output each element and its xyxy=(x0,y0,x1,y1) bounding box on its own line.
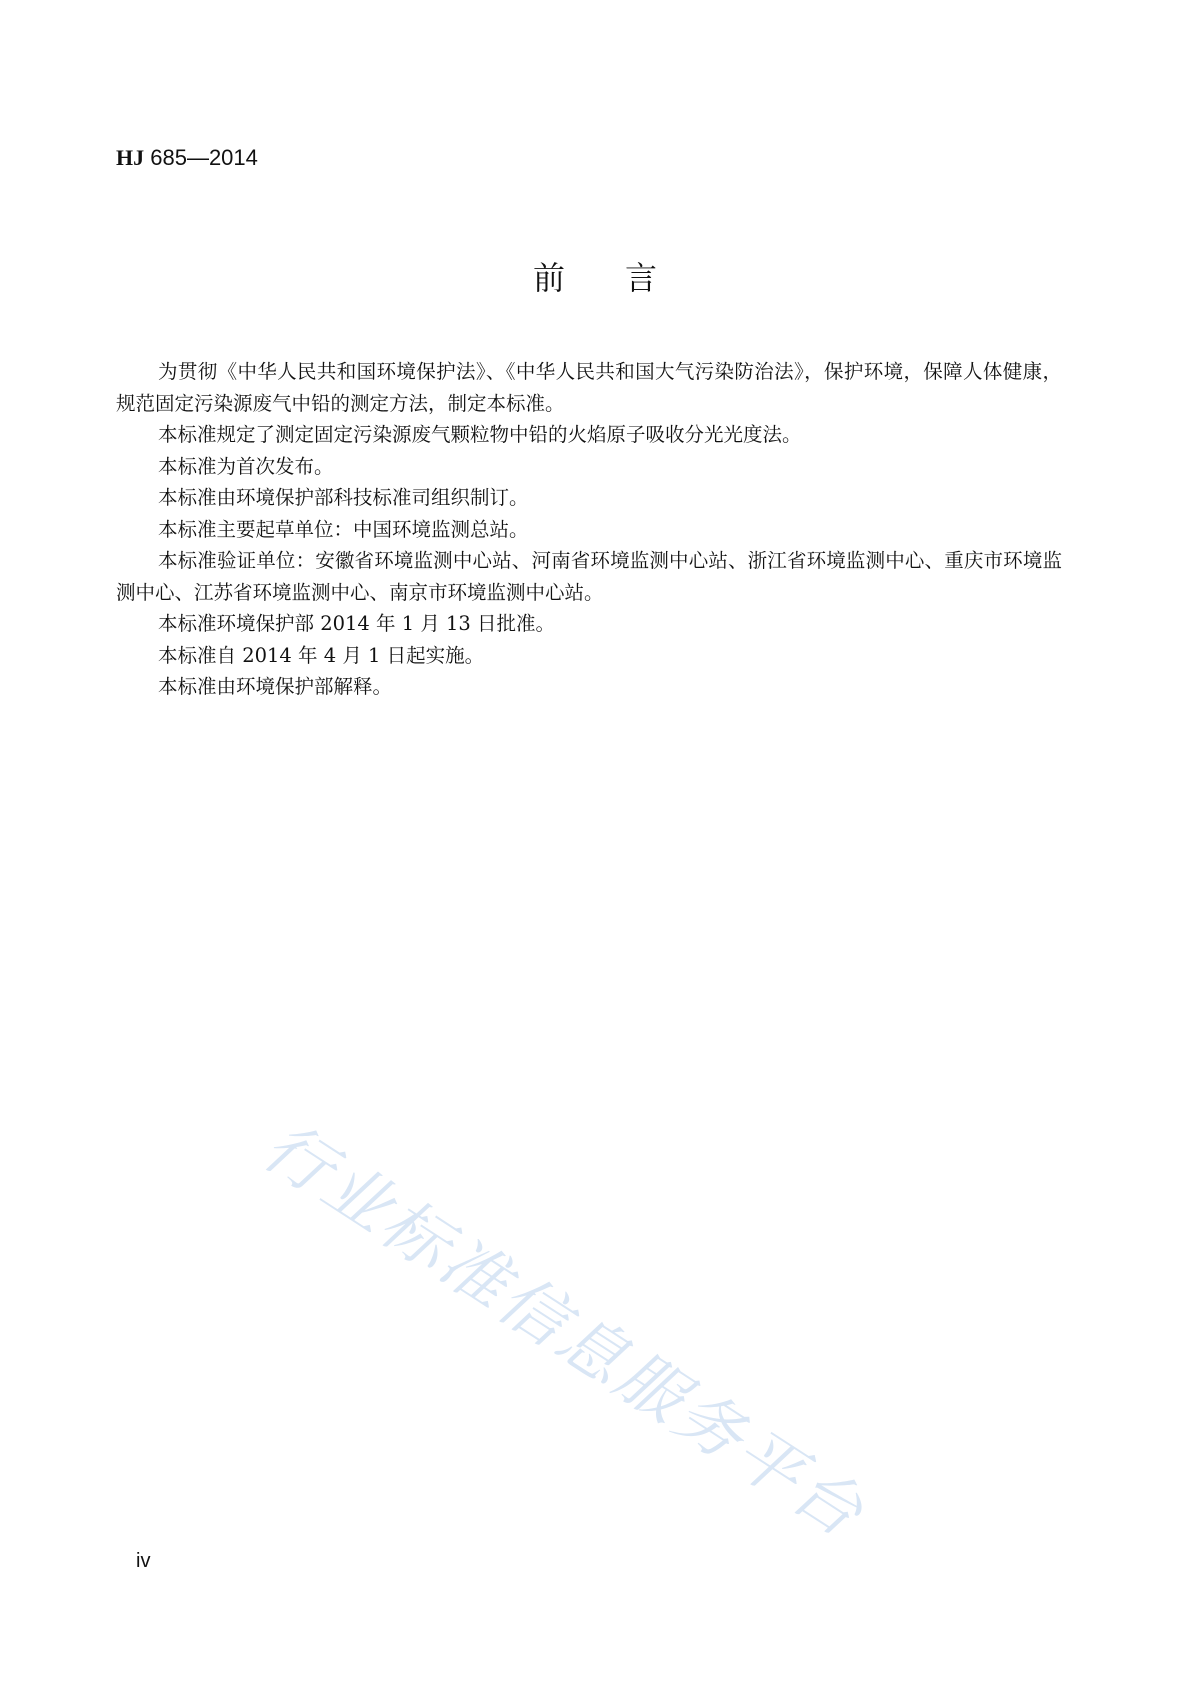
standard-code-prefix: HJ xyxy=(116,145,145,170)
foreword-body xyxy=(116,356,1062,703)
page-number: iv xyxy=(136,1550,151,1572)
page-title: 前言 xyxy=(532,259,717,297)
standard-code xyxy=(116,143,258,173)
paragraph-verification-units: 本标准验证单位：安徽省环境监测中心站、河南省环境监测中心站、浙江省环境监测中心、重庆市环境监测中心、江苏省环境监测中心、南京市环境监测中心站。 xyxy=(116,549,1062,604)
paragraph-purpose: 为贯彻《中华人民共和国环境保护法》、《中华人民共和国大气污染防治法》，保护环境，保障人体健康，规范固定污染源废气中铅的测定方法，制定本标准。 xyxy=(116,360,1062,415)
paragraph-approval-date: 本标准环境保护部 2014 年 1 月 13 日批准。 xyxy=(158,612,556,635)
paragraph-drafting-unit: 本标准主要起草单位：中国环境监测总站。 xyxy=(158,517,529,541)
standard-code-number: 685—2014 xyxy=(144,145,258,170)
watermark: 行业标准信息服务平台 xyxy=(249,1107,879,1554)
paragraph-effective-date: 本标准自 2014 年 4 月 1 日起实施。 xyxy=(158,643,485,667)
paragraph-interpretation: 本标准由环境保护部解释。 xyxy=(158,675,393,698)
paragraph-first-release: 本标准为首次发布。 xyxy=(158,454,334,478)
paragraph-organizer: 本标准由环境保护部科技标准司组织制订。 xyxy=(158,486,529,509)
paragraph-scope: 本标准规定了测定固定污染源废气颗粒物中铅的火焰原子吸收分光光度法。 xyxy=(158,423,802,446)
